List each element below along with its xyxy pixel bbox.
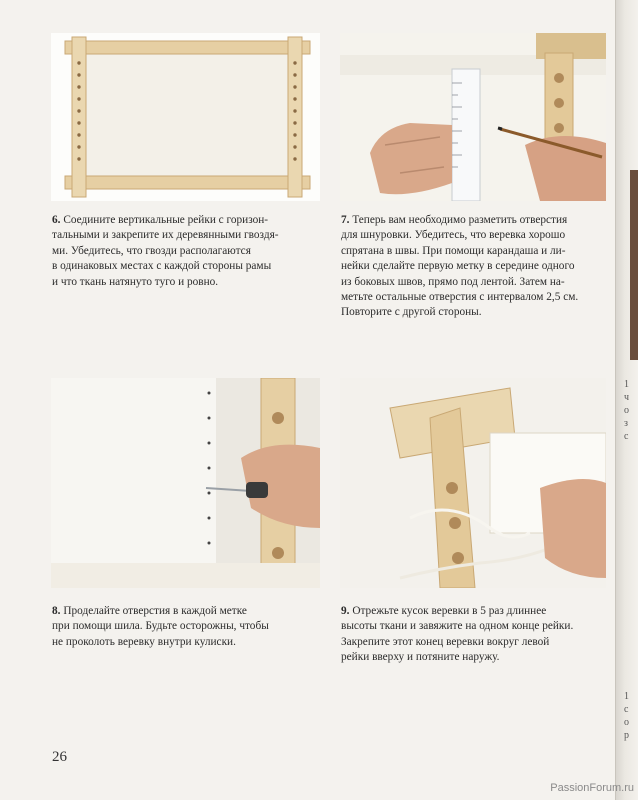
fragment-char: 1: [624, 379, 629, 390]
watermark: PassionForum.ru: [550, 782, 634, 794]
step-line: ми. Убедитесь, что гвозди располагаются: [52, 244, 251, 257]
step-line: в одинаковых местах с каждой стороны рамы: [52, 260, 272, 273]
ruler-illustration: [340, 33, 606, 201]
adjacent-page-fragment: [624, 378, 636, 443]
step-line: нейки сделайте первую метку в середине одного: [341, 260, 575, 273]
step-line: из боковых швов, прямо под лентой. Затем на-: [341, 275, 565, 288]
photo-step-9: [340, 378, 606, 588]
step-line: Теперь вам необходимо разметить отверстия: [352, 214, 568, 226]
frame-illustration: [51, 33, 320, 201]
step-line: высоты ткани и завяжите на одном конце рейки.: [341, 620, 574, 633]
step-6-text: [52, 213, 320, 290]
fragment-char: с: [624, 431, 629, 442]
step-line: Повторите с другой стороны.: [341, 306, 482, 319]
step-line: Отрежьте кусок веревки в 5 раз длиннее: [352, 605, 547, 617]
step-line: не проколоть веревку внутри кулиски.: [52, 635, 236, 648]
photo-step-7: [340, 33, 606, 201]
step-line: и что ткань натянуто туго и ровно.: [52, 275, 219, 288]
step-line: рейки вверху и потяните наружу.: [341, 651, 500, 664]
step-7-text: [341, 213, 607, 321]
step-line: Закрепите этот конец веревки вокруг левой: [341, 635, 550, 648]
step-line: метьте остальные отверстия с интервалом 2,5 см.: [341, 291, 579, 304]
page-number: 26: [52, 749, 67, 765]
adjacent-page-fragment-2: [624, 690, 636, 742]
step-number: 7.: [341, 214, 350, 226]
step-line: тальными и закрепите их деревянными гвоздя-: [52, 229, 279, 242]
fragment-char: о: [624, 717, 629, 728]
awl-illustration: [51, 378, 320, 588]
fragment-char: ч: [624, 392, 630, 403]
step-number: 8.: [52, 605, 61, 617]
step-line: для шнуровки. Убедитесь, что веревка хорошо: [341, 229, 566, 242]
adjacent-page-strip: [630, 170, 638, 360]
fragment-char: р: [624, 730, 629, 741]
step-8-text: [52, 604, 320, 650]
step-line: Проделайте отверстия в каждой метке: [63, 605, 247, 617]
fragment-char: о: [624, 405, 629, 416]
step-9-text: [341, 604, 607, 666]
fragment-char: з: [624, 418, 628, 429]
step-number: 6.: [52, 214, 61, 226]
step-line: спрятана в швы. При помощи карандаша и ли-: [341, 244, 566, 257]
step-line: Соедините вертикальные рейки с горизон-: [63, 214, 269, 226]
step-line: при помощи шила. Будьте осторожны, чтобы: [52, 620, 269, 633]
photo-step-8: [51, 378, 320, 588]
rope-illustration: [340, 378, 606, 588]
step-number: 9.: [341, 605, 350, 617]
fragment-char: 1: [624, 691, 629, 702]
photo-step-6: [51, 33, 320, 201]
fragment-char: с: [624, 704, 629, 715]
